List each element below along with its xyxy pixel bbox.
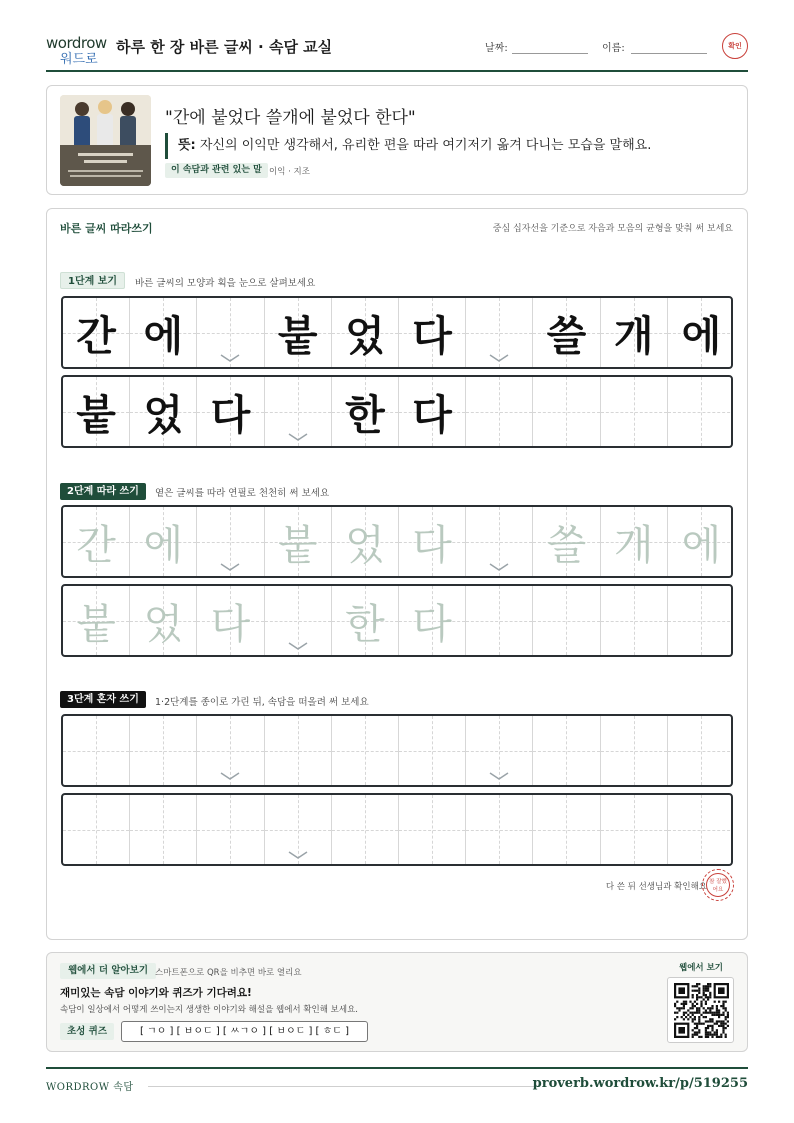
writing-char: 붙 (277, 312, 318, 360)
writing-cell[interactable] (668, 716, 733, 785)
writing-cell (399, 298, 466, 367)
illustration-figures (60, 95, 151, 186)
writing-cell (399, 377, 466, 446)
writing-cell[interactable] (668, 507, 733, 576)
stage3-label: 3단계 혼자 쓰기 (60, 691, 146, 708)
writing-cell[interactable] (265, 795, 332, 864)
writing-char: 다 (412, 521, 452, 569)
writing-cell (466, 377, 533, 446)
stage2-row-2[interactable] (61, 584, 733, 657)
writing-char: 에 (143, 521, 184, 569)
stamp-text: 참 잘했어요 (706, 873, 730, 897)
writing-cell[interactable] (332, 795, 399, 864)
writing-cell (668, 377, 733, 446)
writing-cell[interactable] (197, 795, 264, 864)
stage3-hint: 1·2단계를 종이로 가린 뒤, 속담을 떠올려 써 보세요 (155, 697, 369, 708)
writing-cell[interactable] (399, 716, 466, 785)
writing-cell[interactable] (601, 716, 668, 785)
writing-cell[interactable] (332, 586, 399, 655)
proverb-illustration (60, 95, 151, 186)
writing-cell[interactable] (399, 507, 466, 576)
writing-char: 붙 (277, 521, 318, 569)
practice-panel (46, 208, 748, 940)
stage2-row-1[interactable] (61, 505, 733, 578)
stage1-row-2 (61, 375, 733, 448)
writing-cell[interactable] (466, 716, 533, 785)
writing-char: 쓸 (546, 312, 587, 360)
writing-char: 었 (143, 391, 184, 439)
writing-char: 에 (681, 521, 722, 569)
space-mark-icon (489, 771, 509, 781)
related-words: 이익 · 지조 (269, 167, 310, 177)
writing-cell (466, 298, 533, 367)
writing-char: 간 (76, 312, 116, 360)
writing-char: 한 (345, 600, 385, 648)
date-field[interactable] (512, 53, 588, 54)
writing-cell[interactable] (63, 716, 130, 785)
space-mark-icon (489, 562, 509, 572)
writing-char: 다 (210, 391, 251, 439)
stage3-row-2[interactable] (61, 793, 733, 866)
writing-cell[interactable] (130, 586, 197, 655)
writing-cell[interactable] (130, 507, 197, 576)
writing-cell (265, 298, 332, 367)
writing-cell[interactable] (533, 795, 600, 864)
proverb-quote: "간에 붙었다 쓸개에 붙었다 한다" (165, 108, 416, 128)
writing-char: 개 (613, 521, 654, 569)
writing-cell (332, 298, 399, 367)
quiz-tag: 초성 퀴즈 (60, 1023, 114, 1040)
writing-cell[interactable] (63, 507, 130, 576)
practice-title: 바른 글씨 따라쓰기 (60, 222, 153, 235)
writing-cell[interactable] (63, 795, 130, 864)
stage1-label: 1단계 보기 (60, 272, 125, 289)
teacher-check-text: 다 쓴 뒤 선생님과 확인해요 (605, 882, 707, 892)
good-job-stamp (702, 869, 734, 901)
stage1-row-1 (61, 296, 733, 369)
writing-cell (130, 298, 197, 367)
writing-char: 다 (412, 600, 452, 648)
writing-cell (601, 377, 668, 446)
footer-brand: WORDROW 속담 (46, 1082, 134, 1093)
writing-cell[interactable] (668, 795, 733, 864)
writing-cell[interactable] (466, 795, 533, 864)
stage1-hint: 바른 글씨의 모양과 획을 눈으로 살펴보세요 (135, 278, 316, 289)
web-more-tag: 웹에서 더 알아보기 (60, 963, 156, 979)
writing-cell[interactable] (265, 716, 332, 785)
writing-cell[interactable] (332, 507, 399, 576)
writing-cell[interactable] (668, 586, 733, 655)
initial-consonant-quiz: [ ㄱㅇ ] [ ㅂㅇㄷ ] [ ㅆㄱㅇ ] [ ㅂㅇㄷ ] [ ㅎㄷ ] (121, 1021, 368, 1042)
writing-cell[interactable] (332, 716, 399, 785)
writing-cell[interactable] (399, 795, 466, 864)
space-mark-icon (220, 771, 240, 781)
space-mark-icon (220, 562, 240, 572)
space-mark-icon (489, 353, 509, 363)
stage2-label: 2단계 따라 쓰기 (60, 483, 146, 500)
writing-cell[interactable] (197, 507, 264, 576)
writing-char: 었 (143, 600, 184, 648)
meaning-text: 자신의 이익만 생각해서, 유리한 편을 따라 여기저기 옮겨 다니는 모습을 말해요. (199, 138, 652, 153)
writing-cell (265, 377, 332, 446)
footer-url[interactable]: proverb.wordrow.kr/p/519255 (532, 1076, 748, 1091)
writing-cell (332, 377, 399, 446)
practice-hint: 중심 십자선을 기준으로 자음과 모음의 균형을 맞춰 써 보세요 (492, 224, 733, 234)
writing-char: 에 (681, 312, 722, 360)
writing-cell[interactable] (466, 586, 533, 655)
qr-label: 웹에서 보기 (679, 963, 724, 973)
space-mark-icon (220, 353, 240, 363)
web-info-box (46, 952, 748, 1052)
logo-text-bottom: 워드로 (60, 52, 98, 67)
name-field[interactable] (631, 53, 707, 54)
page-title: 하루 한 장 바른 글씨 · 속담 교실 (116, 38, 333, 56)
writing-cell[interactable] (265, 586, 332, 655)
web-headline: 재미있는 속담 이야기와 퀴즈가 기다려요! (60, 987, 252, 999)
writing-cell[interactable] (130, 795, 197, 864)
space-mark-icon (288, 432, 308, 442)
writing-cell[interactable] (601, 795, 668, 864)
writing-cell[interactable] (466, 507, 533, 576)
wordrow-logo[interactable] (46, 34, 108, 67)
writing-cell[interactable] (197, 716, 264, 785)
qr-hint: 스마트폰으로 QR을 비추면 바로 열리요 (155, 968, 302, 978)
writing-cell (533, 298, 600, 367)
writing-char: 었 (345, 521, 385, 569)
writing-cell (63, 298, 130, 367)
web-description: 속담이 일상에서 어떻게 쓰이는지 생생한 이야기와 해설을 웹에서 확인해 보세요. (60, 1005, 358, 1015)
writing-cell[interactable] (399, 586, 466, 655)
writing-char: 다 (412, 391, 452, 439)
qr-code-icon (674, 983, 729, 1038)
writing-char: 간 (76, 521, 116, 569)
related-words-tag: 이 속담과 관련 있는 말 (165, 163, 268, 178)
name-label: 이름: (602, 43, 625, 54)
writing-cell (130, 377, 197, 446)
writing-cell[interactable] (601, 586, 668, 655)
date-label: 날짜: (485, 43, 508, 54)
writing-cell (197, 298, 264, 367)
qr-code[interactable] (667, 977, 734, 1043)
confirm-seal: 확인 (722, 33, 748, 59)
writing-cell (197, 377, 264, 446)
writing-char: 에 (143, 312, 184, 360)
writing-char: 개 (613, 312, 654, 360)
writing-char: 쓸 (546, 521, 587, 569)
writing-char: 다 (412, 312, 452, 360)
writing-char: 었 (345, 312, 385, 360)
writing-cell[interactable] (533, 507, 600, 576)
page-header (46, 28, 748, 72)
writing-cell[interactable] (130, 716, 197, 785)
proverb-meaning (165, 133, 651, 159)
space-mark-icon (288, 641, 308, 651)
writing-char: 한 (345, 391, 385, 439)
meaning-label: 뜻: (178, 138, 196, 153)
writing-cell[interactable] (601, 507, 668, 576)
logo-text-top: wordrow (46, 34, 107, 52)
footer-divider (148, 1086, 538, 1087)
space-mark-icon (288, 850, 308, 860)
stage3-row-1[interactable] (61, 714, 733, 787)
writing-cell[interactable] (197, 586, 264, 655)
stage2-hint: 옅은 글씨를 따라 연필로 천천히 써 보세요 (155, 488, 330, 499)
writing-cell[interactable] (265, 507, 332, 576)
writing-cell[interactable] (63, 586, 130, 655)
writing-char: 붙 (76, 391, 116, 439)
writing-cell (533, 377, 600, 446)
proverb-card (46, 85, 748, 195)
writing-cell (63, 377, 130, 446)
writing-cell (601, 298, 668, 367)
writing-cell (668, 298, 733, 367)
page-footer (46, 1067, 748, 1097)
writing-char: 다 (210, 600, 251, 648)
writing-char: 붙 (76, 600, 116, 648)
writing-cell[interactable] (533, 586, 600, 655)
writing-cell[interactable] (533, 716, 600, 785)
